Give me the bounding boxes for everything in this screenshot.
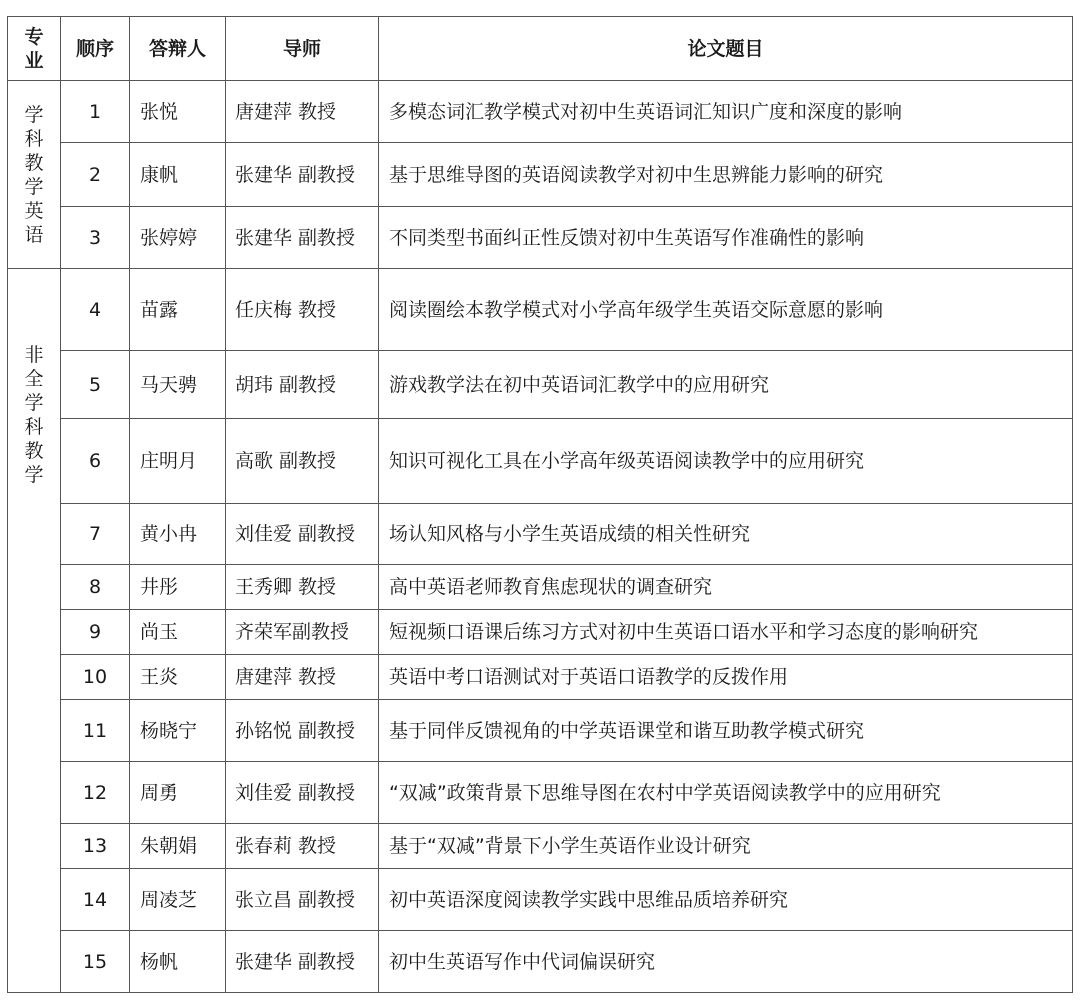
defender-cell: 井彤	[130, 565, 226, 610]
advisor-cell: 齐荣军副教授	[226, 610, 379, 655]
title-cell: 初中英语深度阅读教学实践中思维品质培养研究	[379, 869, 1073, 931]
seq-cell: 1	[61, 81, 130, 143]
defender-cell: 周凌芝	[130, 869, 226, 931]
title-cell: 短视频口语课后练习方式对初中生英语口语水平和学习态度的影响研究	[379, 610, 1073, 655]
advisor-cell: 胡玮 副教授	[226, 351, 379, 419]
defender-cell: 黄小冉	[130, 504, 226, 565]
defender-cell: 尚玉	[130, 610, 226, 655]
table-row	[8, 655, 1073, 700]
advisor-cell: 张春莉 教授	[226, 824, 379, 869]
table-row	[8, 824, 1073, 869]
defender-cell: 杨帆	[130, 931, 226, 993]
table-row	[8, 610, 1073, 655]
defender-cell: 张悦	[130, 81, 226, 143]
major-cell: 学科教学英语	[8, 81, 61, 269]
defender-cell: 马天骋	[130, 351, 226, 419]
advisor-cell: 张立昌 副教授	[226, 869, 379, 931]
seq-cell: 3	[61, 207, 130, 269]
table-row	[8, 419, 1073, 504]
table-row	[8, 700, 1073, 762]
header-advisor: 导师	[226, 17, 379, 81]
title-cell: 阅读圈绘本教学模式对小学高年级学生英语交际意愿的影响	[379, 269, 1073, 351]
advisor-cell: 高歌 副教授	[226, 419, 379, 504]
title-cell: 不同类型书面纠正性反馈对初中生英语写作准确性的影响	[379, 207, 1073, 269]
seq-cell: 8	[61, 565, 130, 610]
advisor-cell: 唐建萍 教授	[226, 81, 379, 143]
seq-cell: 4	[61, 269, 130, 351]
title-cell: 基于“双减”背景下小学生英语作业设计研究	[379, 824, 1073, 869]
table-row	[8, 504, 1073, 565]
title-cell: 场认知风格与小学生英语成绩的相关性研究	[379, 504, 1073, 565]
title-cell: 基于思维导图的英语阅读教学对初中生思辨能力影响的研究	[379, 143, 1073, 207]
defender-cell: 康帆	[130, 143, 226, 207]
advisor-cell: 张建华 副教授	[226, 143, 379, 207]
major-cell: 非全学科教学	[8, 269, 61, 993]
defender-cell: 杨晓宁	[130, 700, 226, 762]
seq-cell: 10	[61, 655, 130, 700]
seq-cell: 9	[61, 610, 130, 655]
advisor-cell: 刘佳爱 副教授	[226, 504, 379, 565]
table-row	[8, 762, 1073, 824]
defender-cell: 张婷婷	[130, 207, 226, 269]
table-row	[8, 565, 1073, 610]
advisor-cell: 任庆梅 教授	[226, 269, 379, 351]
advisor-cell: 张建华 副教授	[226, 931, 379, 993]
advisor-cell: 唐建萍 教授	[226, 655, 379, 700]
seq-cell: 12	[61, 762, 130, 824]
seq-cell: 7	[61, 504, 130, 565]
defender-cell: 苗露	[130, 269, 226, 351]
advisor-cell: 刘佳爱 副教授	[226, 762, 379, 824]
advisor-cell: 王秀卿 教授	[226, 565, 379, 610]
defender-cell: 周勇	[130, 762, 226, 824]
table-row	[8, 931, 1073, 993]
thesis-defense-table	[7, 16, 1073, 993]
title-cell: 高中英语老师教育焦虑现状的调查研究	[379, 565, 1073, 610]
header-seq: 顺序	[61, 17, 130, 81]
seq-cell: 11	[61, 700, 130, 762]
header-title: 论文题目	[379, 17, 1073, 81]
table-row	[8, 351, 1073, 419]
title-cell: “双减”政策背景下思维导图在农村中学英语阅读教学中的应用研究	[379, 762, 1073, 824]
defender-cell: 王炎	[130, 655, 226, 700]
header-major: 专业	[8, 17, 61, 81]
table-row	[8, 869, 1073, 931]
advisor-cell: 孙铭悦 副教授	[226, 700, 379, 762]
title-cell: 知识可视化工具在小学高年级英语阅读教学中的应用研究	[379, 419, 1073, 504]
header-defender: 答辩人	[130, 17, 226, 81]
advisor-cell: 张建华 副教授	[226, 207, 379, 269]
table-row	[8, 269, 1073, 351]
title-cell: 多模态词汇教学模式对初中生英语词汇知识广度和深度的影响	[379, 81, 1073, 143]
title-cell: 初中生英语写作中代词偏误研究	[379, 931, 1073, 993]
title-cell: 英语中考口语测试对于英语口语教学的反拨作用	[379, 655, 1073, 700]
table-row	[8, 143, 1073, 207]
defender-cell: 朱朝娟	[130, 824, 226, 869]
seq-cell: 6	[61, 419, 130, 504]
seq-cell: 5	[61, 351, 130, 419]
defender-cell: 庄明月	[130, 419, 226, 504]
table-row	[8, 81, 1073, 143]
table-header-row	[8, 17, 1073, 81]
seq-cell: 13	[61, 824, 130, 869]
title-cell: 基于同伴反馈视角的中学英语课堂和谐互助教学模式研究	[379, 700, 1073, 762]
seq-cell: 15	[61, 931, 130, 993]
title-cell: 游戏教学法在初中英语词汇教学中的应用研究	[379, 351, 1073, 419]
seq-cell: 2	[61, 143, 130, 207]
seq-cell: 14	[61, 869, 130, 931]
table-row	[8, 207, 1073, 269]
